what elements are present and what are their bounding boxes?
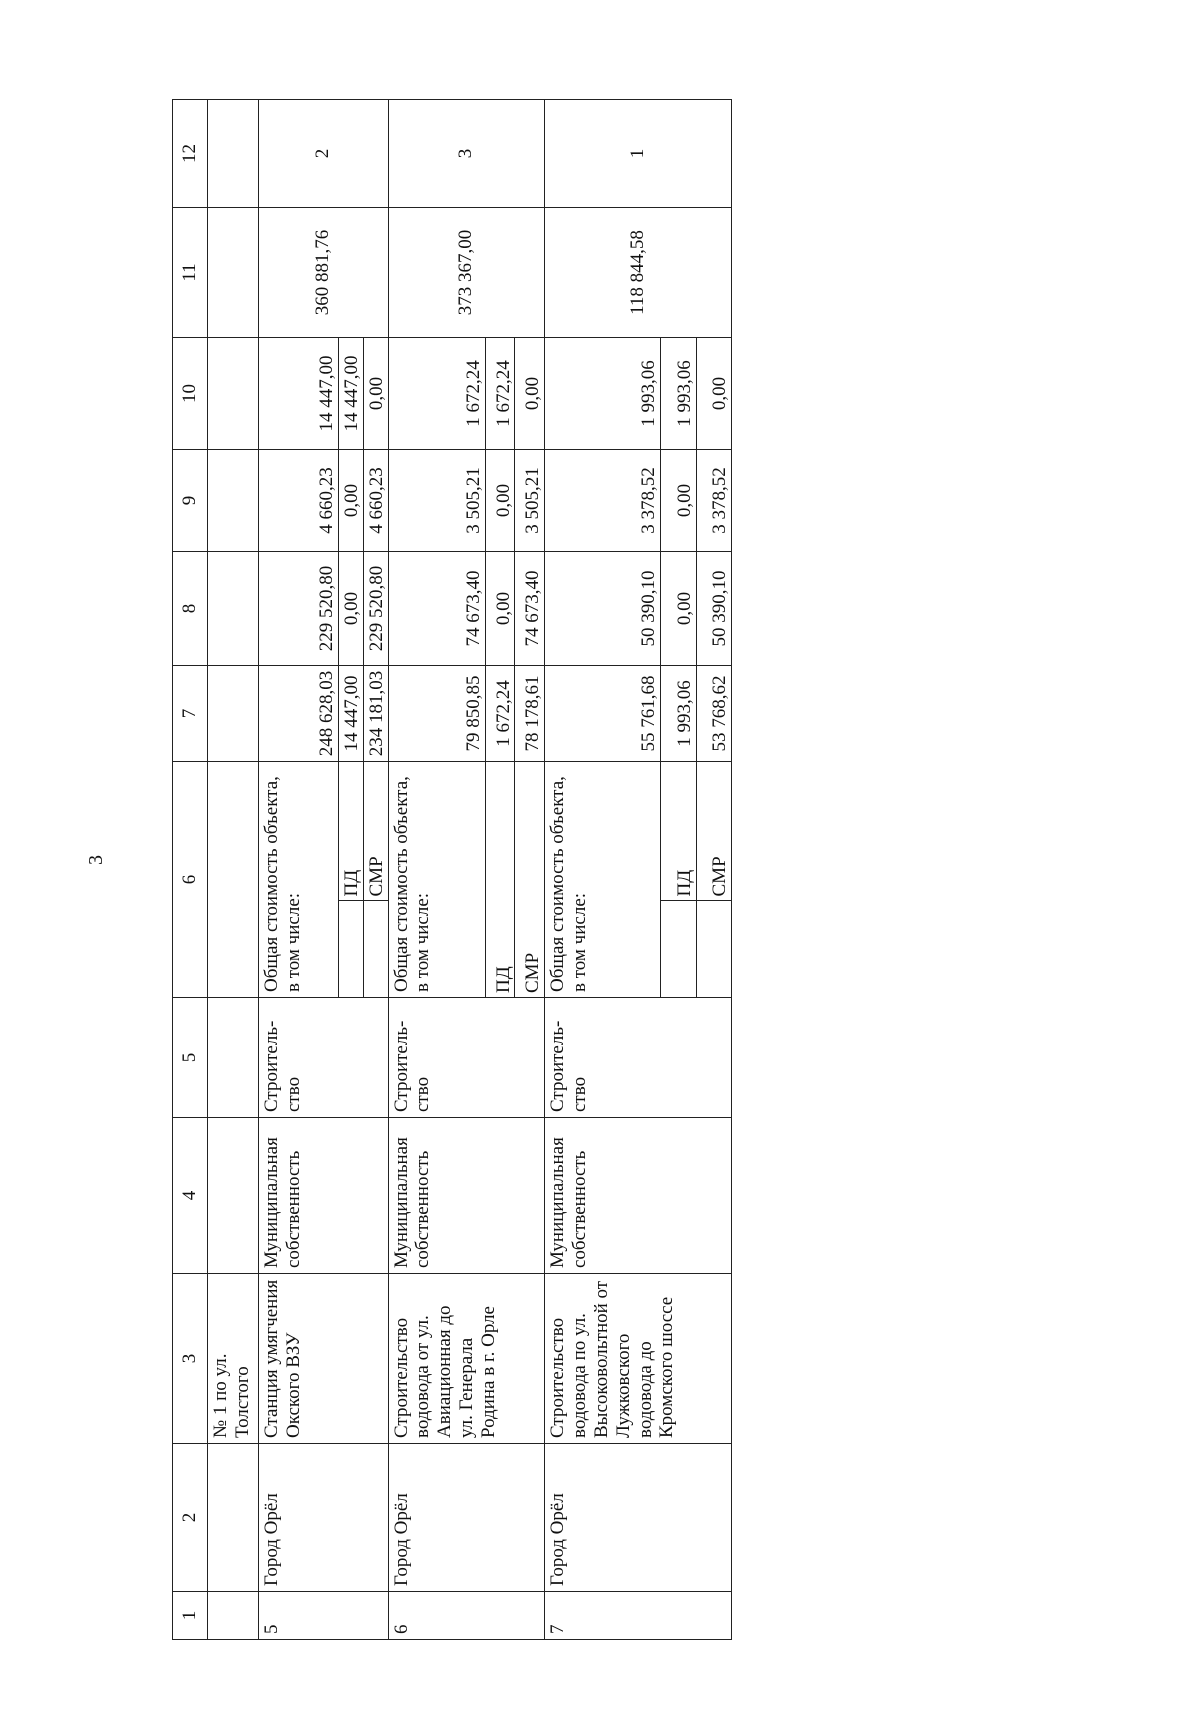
col11-value: 360 881,76 <box>259 208 389 338</box>
table-row <box>545 100 732 1640</box>
value: 1 993,06 <box>638 360 660 427</box>
col7-values <box>259 666 389 762</box>
value: 3 378,52 <box>696 450 731 551</box>
row-number: 7 <box>545 1592 732 1640</box>
col11-value: 118 844,58 <box>545 208 732 338</box>
value: 0,00 <box>339 552 364 665</box>
object-name: Строительство водовода по ул. Высоковольтной от Лужковского водовода до Кромского шоссе <box>545 1274 732 1444</box>
header-cell: 3 <box>173 1274 208 1444</box>
col9-values <box>259 450 389 552</box>
cell <box>208 552 259 666</box>
col7-values <box>388 666 545 762</box>
col10-values <box>259 338 389 450</box>
ownership: Муниципальная собственность <box>545 1118 732 1274</box>
value: 74 673,40 <box>462 570 484 647</box>
header-cell: 6 <box>173 762 208 998</box>
value: 229 520,80 <box>316 565 338 652</box>
page-number: 3 <box>85 855 107 865</box>
work-type: Строитель-ство <box>388 998 545 1118</box>
cell <box>208 1592 259 1640</box>
value: 79 850,85 <box>462 675 484 752</box>
header-cell: 8 <box>173 552 208 666</box>
value: 3 505,21 <box>462 467 484 534</box>
value: 3 378,52 <box>638 467 660 534</box>
col10-values <box>545 338 732 450</box>
value: 0,00 <box>696 338 731 449</box>
value: 14 447,00 <box>339 666 364 761</box>
row-number: 5 <box>259 1592 389 1640</box>
col12-value: 3 <box>388 100 545 208</box>
cost-labels <box>259 762 389 998</box>
value: 3 505,21 <box>515 450 544 551</box>
value: 14 447,00 <box>316 355 338 432</box>
col11-value: 373 367,00 <box>388 208 545 338</box>
header-cell: 9 <box>173 450 208 552</box>
cell <box>208 450 259 552</box>
cell <box>208 208 259 338</box>
col8-values <box>259 552 389 666</box>
investment-table <box>172 99 732 1640</box>
value: 0,00 <box>485 450 515 551</box>
ownership: Муниципальная собственность <box>259 1118 389 1274</box>
cell <box>208 762 259 998</box>
cost-labels <box>388 762 545 998</box>
value: 0,00 <box>339 450 364 551</box>
work-type: Строитель-ство <box>545 998 732 1118</box>
value: 53 768,62 <box>696 666 731 761</box>
cell <box>696 901 731 997</box>
city: Город Орёл <box>259 1444 389 1592</box>
value: 234 181,03 <box>363 666 387 761</box>
header-cell: 10 <box>173 338 208 450</box>
value: 1 993,06 <box>660 666 696 761</box>
object-name: Станция умягчения Окского ВЗУ <box>259 1274 389 1444</box>
work-type: Строитель-ство <box>259 998 389 1118</box>
city: Город Орёл <box>545 1444 732 1592</box>
cell <box>208 338 259 450</box>
pd-label: ПД <box>660 762 696 901</box>
smr-label: СМР <box>363 762 387 901</box>
object-name: Строительство водовода от ул. Авиационная до ул. Генерала Родина в г. Орле <box>388 1274 545 1444</box>
value: 1 993,06 <box>660 338 696 449</box>
header-cell: 4 <box>173 1118 208 1274</box>
col8-values <box>388 552 545 666</box>
value: 0,00 <box>660 450 696 551</box>
col10-values <box>388 338 545 450</box>
value: 248 628,03 <box>316 670 338 757</box>
value: 74 673,40 <box>515 552 544 665</box>
header-row <box>173 100 208 1640</box>
value: 1 672,24 <box>485 666 515 761</box>
cell <box>208 998 259 1118</box>
col8-values <box>545 552 732 666</box>
header-cell: 1 <box>173 1592 208 1640</box>
smr-label: СМР <box>696 762 731 901</box>
value: 0,00 <box>515 338 544 449</box>
continuation-row <box>208 100 259 1640</box>
value: 4 660,23 <box>363 450 387 551</box>
value: 78 178,61 <box>515 666 544 761</box>
rotated-table-container <box>172 100 732 1640</box>
total-cost-label: Общая стоимость объекта, в том числе: <box>390 776 434 992</box>
cell <box>339 901 364 997</box>
city: Город Орёл <box>388 1444 545 1592</box>
col12-value: 1 <box>545 100 732 208</box>
value: 14 447,00 <box>339 338 364 449</box>
col12-value: 2 <box>259 100 389 208</box>
col9-values <box>388 450 545 552</box>
header-cell: 7 <box>173 666 208 762</box>
header-cell: 12 <box>173 100 208 208</box>
cell <box>208 1444 259 1592</box>
value: 50 390,10 <box>696 552 731 665</box>
cell <box>660 901 696 997</box>
value: 0,00 <box>485 552 515 665</box>
table-row <box>259 100 389 1640</box>
row-number: 6 <box>388 1592 545 1640</box>
cell <box>208 100 259 208</box>
value: 229 520,80 <box>363 552 387 665</box>
header-cell: 2 <box>173 1444 208 1592</box>
value: 1 672,24 <box>462 360 484 427</box>
value: 1 672,24 <box>485 338 515 449</box>
value: 0,00 <box>660 552 696 665</box>
value: 4 660,23 <box>316 467 338 534</box>
col7-values <box>545 666 732 762</box>
value: 50 390,10 <box>638 570 660 647</box>
value: 0,00 <box>363 338 387 449</box>
total-cost-label: Общая стоимость объекта, в том числе: <box>261 776 304 992</box>
smr-label: СМР <box>515 762 544 997</box>
pd-label: ПД <box>485 762 515 997</box>
ownership: Муниципальная собственность <box>388 1118 545 1274</box>
total-cost-label: Общая стоимость объекта, в том числе: <box>547 776 591 992</box>
table-row <box>388 100 545 1640</box>
cost-labels <box>545 762 732 998</box>
cell <box>208 1118 259 1274</box>
col9-values <box>545 450 732 552</box>
cell <box>363 901 387 997</box>
cell <box>208 666 259 762</box>
header-cell: 5 <box>173 998 208 1118</box>
pd-label: ПД <box>339 762 364 901</box>
value: 55 761,68 <box>638 675 660 752</box>
continuation-text: № 1 по ул. Толстого <box>208 1274 259 1444</box>
header-cell: 11 <box>173 208 208 338</box>
